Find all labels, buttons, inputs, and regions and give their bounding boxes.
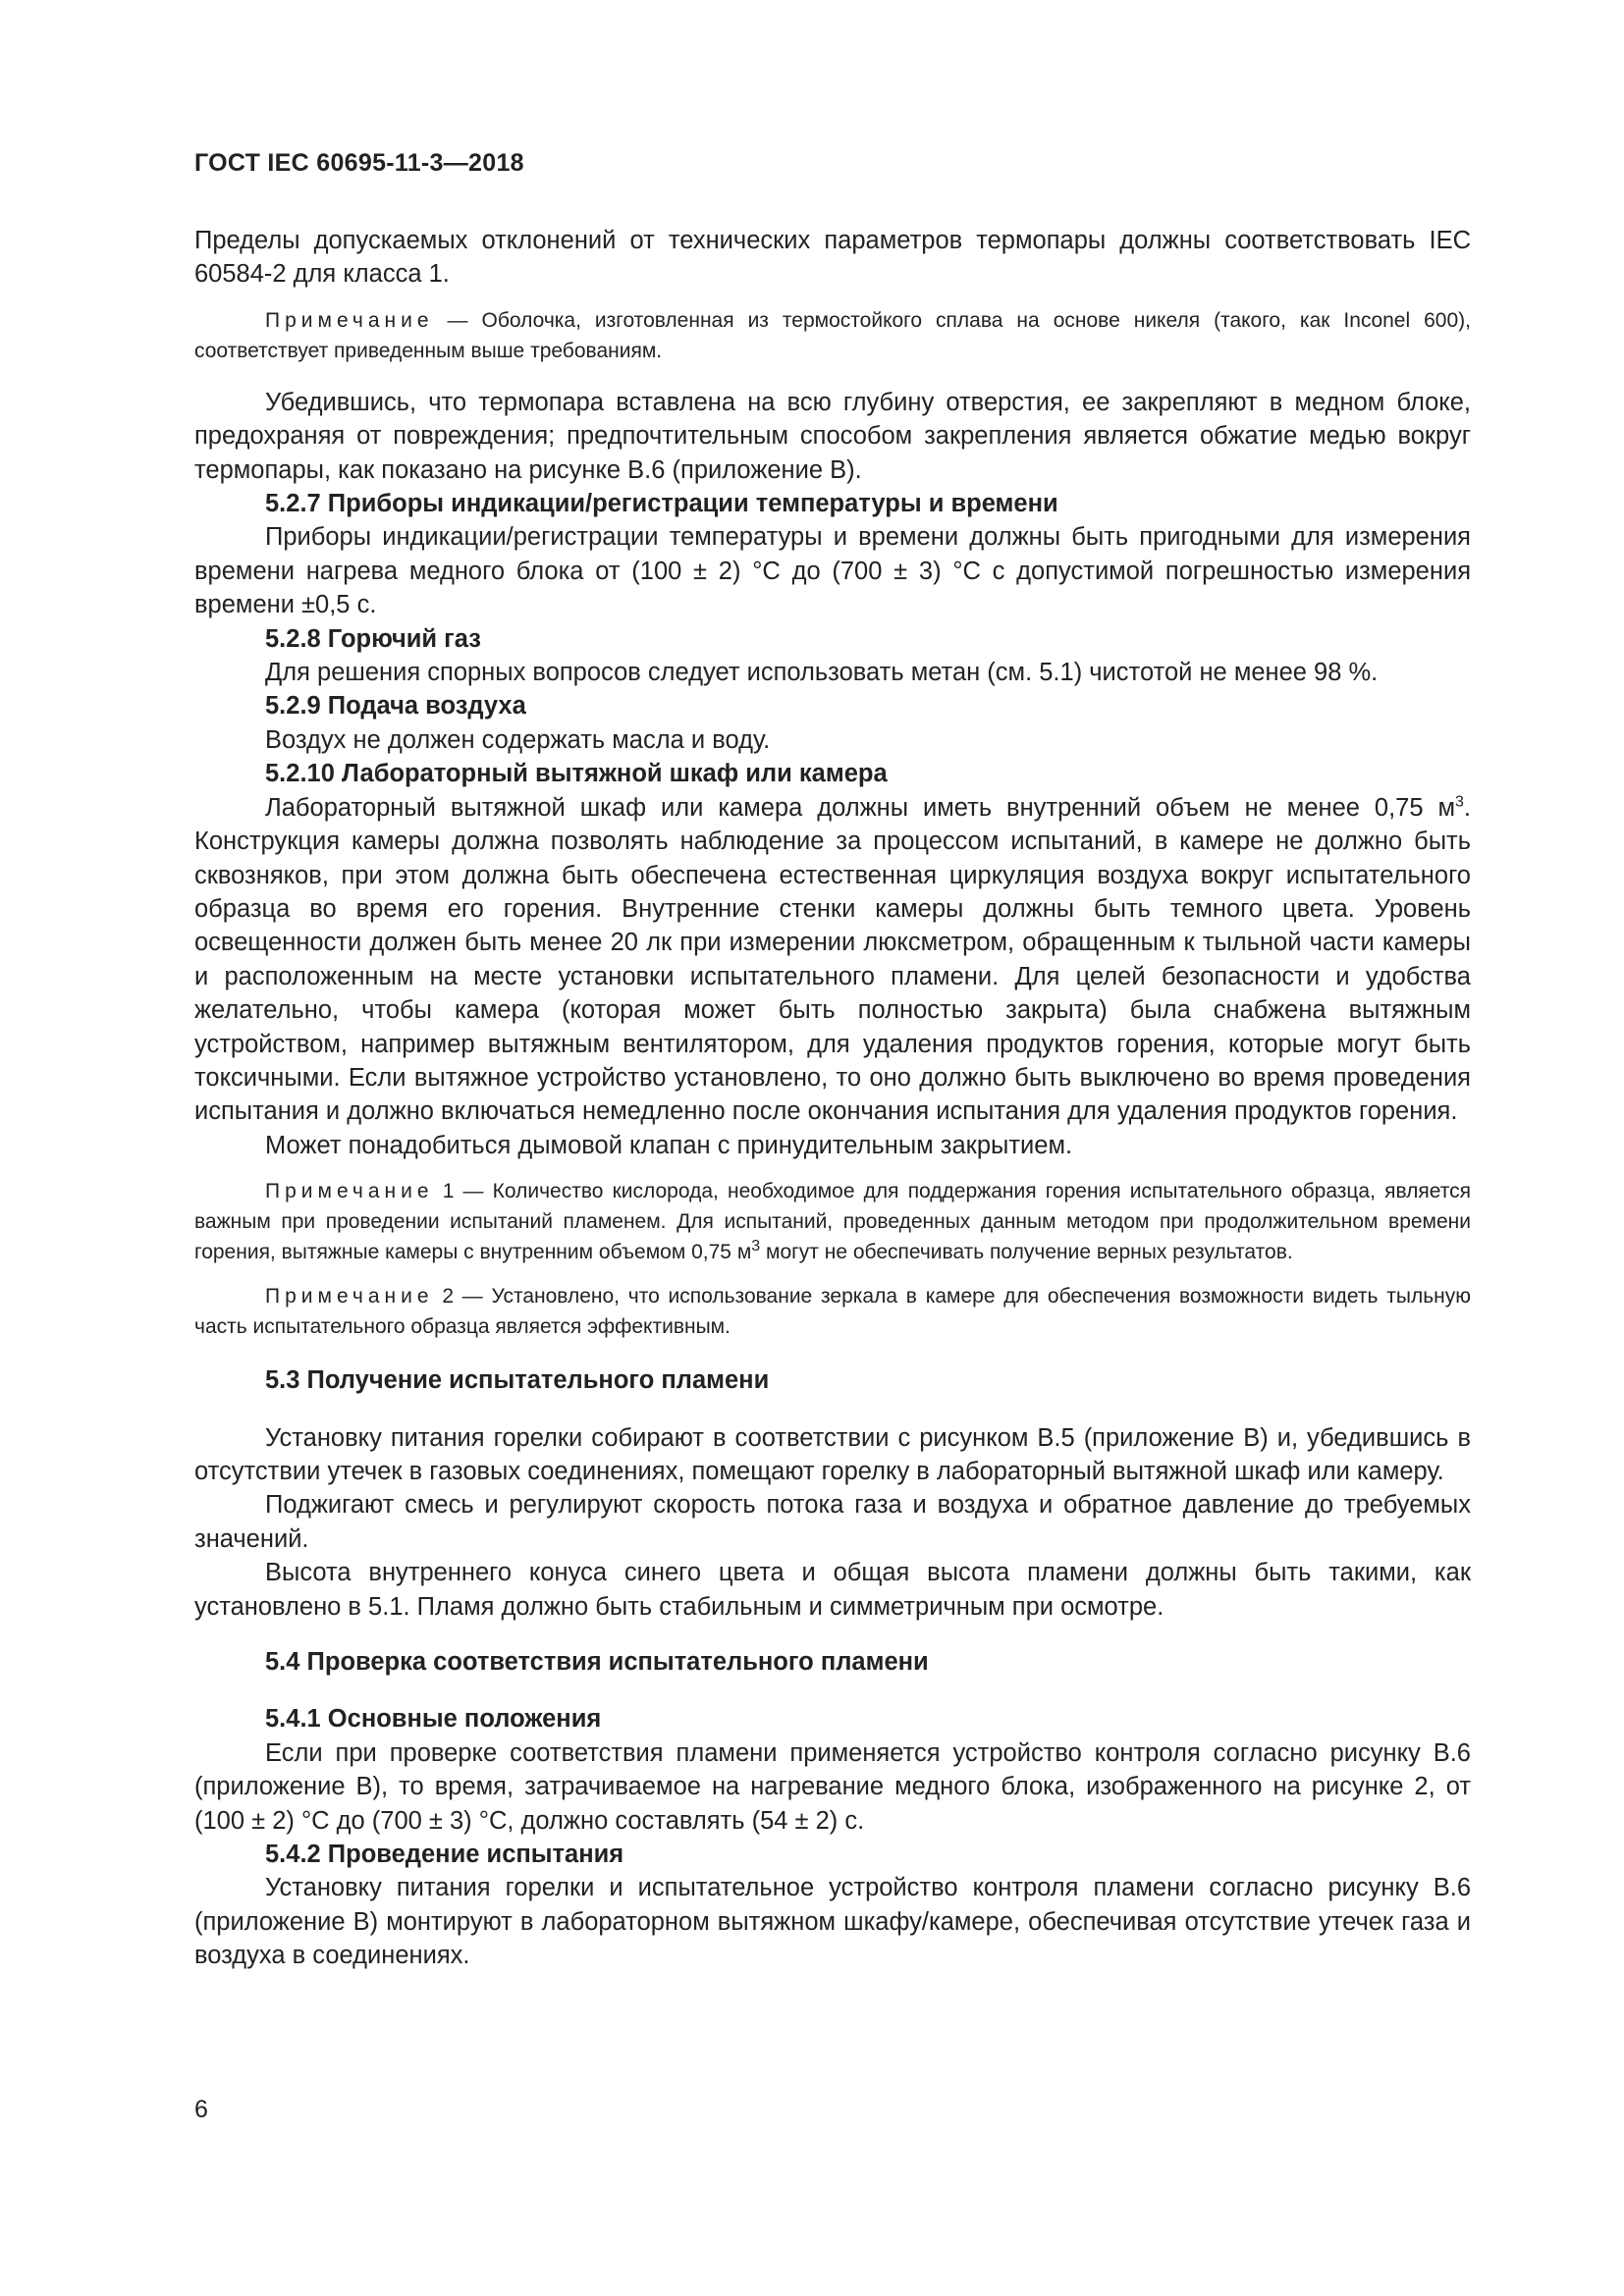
paragraph: Установку питания горелки собирают в соответствии с рисунком В.5 (приложение В) и, убедившись в отсутствии утечек в газовых соединениях, помещают горелку в лабораторный вытяжной шкаф или камеру.	[194, 1423, 1471, 1485]
note-label: Примечание	[265, 1285, 434, 1308]
paragraph: Пределы допускаемых отклонений от технических параметров термопары должны соответствовать IEC 60584-2 для класса 1.	[194, 227, 1471, 289]
note-text: могут не обеспечивать получение верных результатов.	[760, 1241, 1293, 1264]
note-2	[194, 1176, 1471, 1267]
text-run: Лабораторный вытяжной шкаф или камера должны иметь внутренний объем не менее 0,75 м	[265, 793, 1455, 822]
note-3	[194, 1281, 1471, 1342]
paragraph: Приборы индикации/регистрации температуры и времени должны быть пригодными для измерения времени нагрева медного блока от (100 ± 2) °С до (700 ± 3) °С с допустимой погрешностью измерения времени ±0,5 с.	[194, 523, 1471, 619]
section-heading-5-2-9: 5.2.9 Подача воздуха	[265, 692, 526, 721]
note-text: — Оболочка, изготовленная из термостойкого сплава на основе никеля (такого, как Inconel 600), соответствует приведенным выше требованиям.	[194, 308, 1471, 362]
document-header: ГОСТ IEC 60695-11-3—2018	[194, 149, 524, 177]
paragraph: Поджигают смесь и регулируют скорость потока газа и воздуха и обратное давление до требуемых значений.	[194, 1491, 1471, 1553]
paragraph: Убедившись, что термопара вставлена на всю глубину отверстия, ее закрепляют в медном блоке, предохраняя от повреждения; предпочтительным способом закрепления является обжатие медью вокруг термопары, как показано на рисунке В.6 (приложение В).	[194, 388, 1471, 484]
paragraph: Установку питания горелки и испытательное устройство контроля пламени согласно рисунку В.6 (приложение В) монтируют в лабораторном вытяжном шкафу/камере, обеспечивая отсутствие утечек газа и воздуха в соединениях.	[194, 1874, 1471, 1970]
page-number: 6	[194, 2096, 208, 2123]
section-heading-5-4-1: 5.4.1 Основные положения	[265, 1705, 602, 1734]
note-label: Примечание	[265, 1180, 434, 1203]
paragraph: Если при проверке соответствия пламени применяется устройство контроля согласно рисунку В.6 (приложение В), то время, затрачиваемое на нагревание медного блока, изображенного на рисунке 2, от (100 ± 2) °С до (700 ± 3) °С, должно составлять (54 ± 2) с.	[194, 1738, 1471, 1835]
section-heading-5-2-10: 5.2.10 Лабораторный вытяжной шкаф или камера	[265, 760, 888, 788]
note-1	[194, 305, 1471, 366]
note-label: Примечание	[265, 308, 434, 332]
note-text: 1 — Количество кислорода, необходимое для поддержания горения испытательного образца, является важным при проведении испытаний пламенем. Для испытаний, проведенных данным методом при продолжительном времени горения, вытяжные камеры с внутренним объемом 0,75 м	[194, 1180, 1471, 1264]
section-heading-5-3: 5.3 Получение испытательного пламени	[265, 1366, 770, 1395]
section-heading-5-4: 5.4 Проверка соответствия испытательного пламени	[265, 1648, 929, 1676]
paragraph: Для решения спорных вопросов следует использовать метан (см. 5.1) чистотой не менее 98 %.	[265, 659, 1379, 687]
paragraph	[194, 791, 1471, 1129]
section-heading-5-4-2: 5.4.2 Проведение испытания	[265, 1841, 624, 1869]
section-heading-5-2-8: 5.2.8 Горючий газ	[265, 624, 481, 653]
paragraph: Воздух не должен содержать масла и воду.	[265, 725, 771, 754]
superscript: 3	[1455, 793, 1464, 811]
section-heading-5-2-7: 5.2.7 Приборы индикации/регистрации температуры и времени	[265, 490, 1058, 518]
paragraph: Может понадобиться дымовой клапан с принудительным закрытием.	[265, 1131, 1073, 1159]
superscript: 3	[751, 1238, 761, 1255]
paragraph: Высота внутреннего конуса синего цвета и общая высота пламени должны быть такими, как установлено в 5.1. Пламя должно быть стабильным и симметричным при осмотре.	[194, 1559, 1471, 1621]
text-run: . Конструкция камеры должна позволять наблюдение за процессом испытаний, в камере не должно быть сквозняков, при этом должна быть обеспечена естественная циркуляция воздуха вокруг испытательного образца во время его горения. Внутренние стенки камеры должны быть темного цвета. Уровень освещенности должен быть менее 20 лк при измерении люксметром, обращенным к тыльной части камеры и расположенным на месте установки испытательного пламени. Для целей безопасности и удобства желательно, чтобы камера (которая может быть полностью закрыта) была снабжена вытяжным устройством, например вытяжным вентилятором, для удаления продуктов горения, которые могут быть токсичными. Если вытяжное устройство установлено, то оно должно быть выключено во время проведения испытания и должно включаться немедленно после окончания испытания для удаления продуктов горения.	[194, 793, 1471, 1126]
note-text: 2 — Установлено, что использование зеркала в камере для обеспечения возможности видеть тыльную часть испытательного образца является эффективным.	[194, 1285, 1471, 1339]
document-body	[194, 224, 1471, 1973]
